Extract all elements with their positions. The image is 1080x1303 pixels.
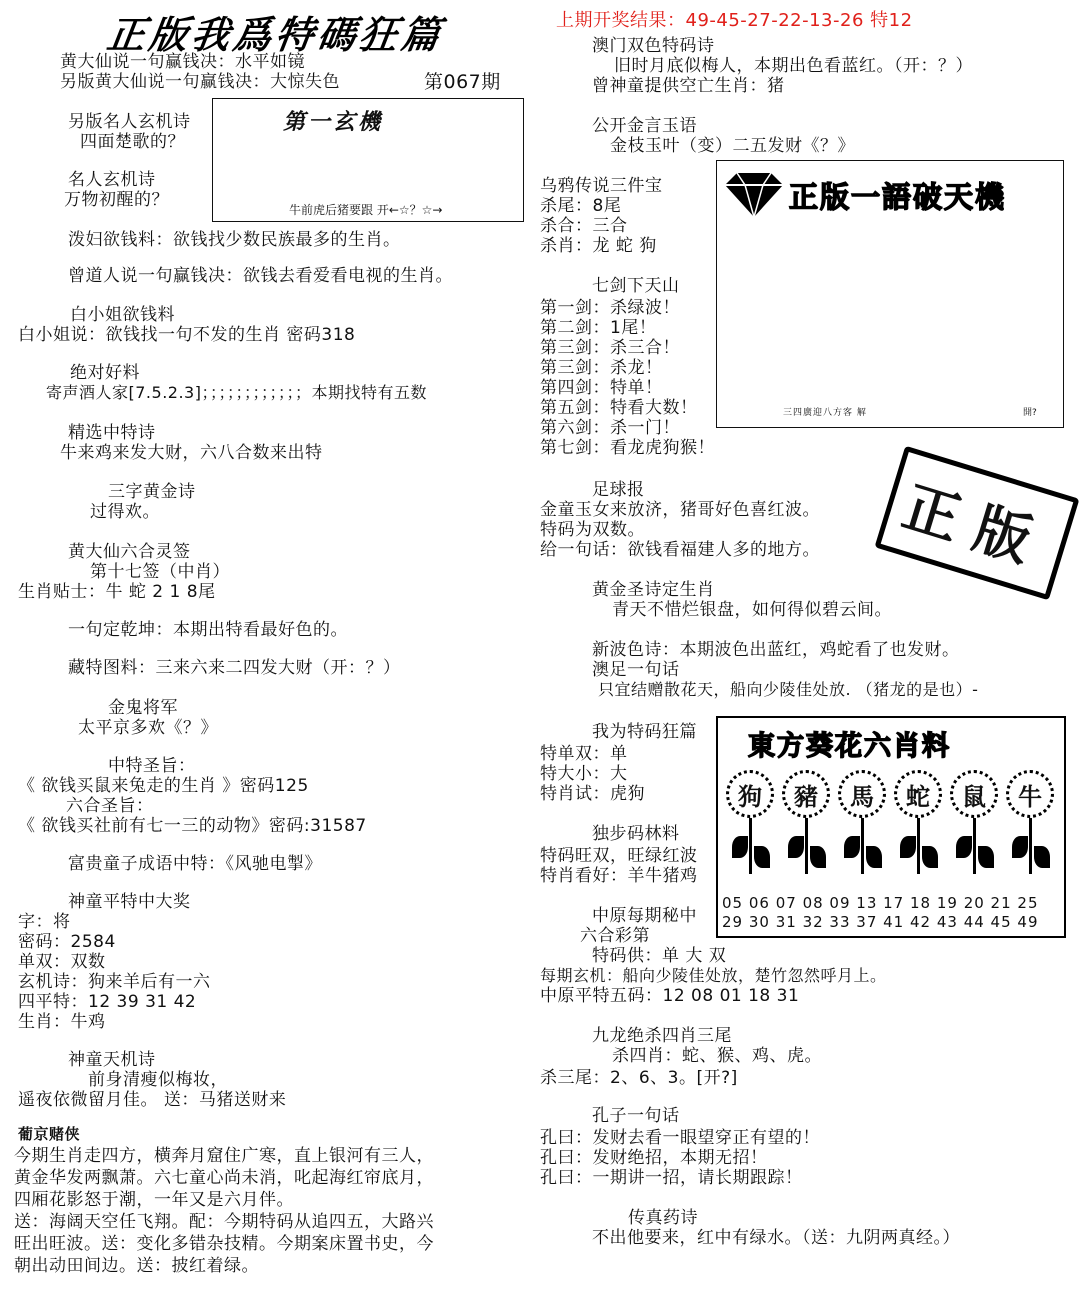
- left-line: 葡京赌侠: [18, 1125, 81, 1143]
- left-line: 《 欲钱买鼠来兔走的生肖 》密码125: [18, 776, 309, 796]
- right-line: 不出他要来，红中有绿水。（送：九阴两真经。）: [592, 1228, 960, 1248]
- page-title: 正版我爲特碼狂篇: [104, 13, 447, 57]
- left-line: 藏特图料：三来六来二四发大财（开：？）: [68, 658, 401, 678]
- diamond-icon: [723, 171, 785, 219]
- zodiac-flower: 鼠: [950, 770, 998, 818]
- flower-stem: [917, 818, 920, 874]
- leaf-icon: [810, 846, 826, 868]
- right-line: 特肖试：虎狗: [540, 784, 645, 804]
- right-line: 中原平特五码：12 08 01 18 31: [540, 986, 800, 1006]
- right-line: 足球报: [592, 480, 645, 500]
- right-line: 第七剑：看龙虎狗猴！: [540, 438, 715, 458]
- last-result-line: 上期开奖结果：49-45-27-22-13-26 特12: [556, 10, 913, 31]
- left-line: 第十七签（中肖）: [90, 562, 230, 582]
- left-line: 白小姐说：欲钱找一句不发的生肖 密码318: [18, 325, 356, 345]
- first-mystery-text: 牛前虎后猪要跟 开←☆？☆→: [289, 203, 443, 217]
- left-line: 生肖贴士：牛 蛇 2 1 8尾: [18, 582, 216, 602]
- right-line: 金枝玉叶（变）二五发财《？》: [610, 136, 855, 156]
- first-mystery-box: [212, 98, 524, 222]
- right-line: 七剑下天山: [592, 276, 680, 296]
- right-line: 我为特码狂篇: [592, 722, 697, 742]
- right-line: 公开金言玉语: [592, 116, 697, 136]
- leaf-icon: [732, 836, 748, 858]
- right-line: 孔子一句话: [592, 1106, 680, 1126]
- right-line: 杀四肖：蛇、猴、鸡、虎。: [612, 1046, 822, 1066]
- right-line: 第三剑：杀三合！: [540, 338, 680, 358]
- left-line: 生肖：牛鸡: [18, 1012, 106, 1032]
- leaf-icon: [956, 836, 972, 858]
- right-line: 第二剑：1尾！: [540, 318, 657, 338]
- right-line: 新波色诗：本期波色出蓝红，鸡蛇看了也发财。: [592, 640, 960, 660]
- left-line: 四平特：12 39 31 42: [18, 992, 197, 1012]
- right-line: 九龙绝杀四肖三尾: [592, 1026, 732, 1046]
- right-line: 六合彩第: [580, 926, 650, 946]
- right-line: 每期玄机：船向少陵佳处放，楚竹忽然呼月上。: [540, 966, 887, 985]
- left-line: 神童天机诗: [68, 1050, 156, 1070]
- zodiac-flower: 蛇: [894, 770, 942, 818]
- left-line: 四厢花影怒于潮，一年又是六月伴。: [14, 1190, 294, 1210]
- right-line: 曾神童提供空亡生肖：猪: [592, 76, 785, 96]
- yiyu-footer-right: 開?: [1023, 408, 1037, 418]
- zodiac-flower: 狗: [726, 770, 774, 818]
- left-line: 《 欲钱买社前有七一三的动物》密码:31587: [18, 816, 367, 836]
- left-line: 黄金华发两飘萧。六七童心尚未消，叱起海红帘底月，: [14, 1168, 434, 1188]
- right-line: 乌鸦传说三件宝: [540, 176, 663, 196]
- zodiac-flower: 馬: [838, 770, 886, 818]
- leaf-icon: [922, 846, 938, 868]
- left-line: 富贵童子成语中特：《风驰电掣》: [68, 854, 322, 874]
- left-line: 泼妇欲钱料：欲钱找少数民族最多的生肖。: [68, 230, 401, 250]
- left-line: 曾道人说一句赢钱决：欲钱去看爱看电视的生肖。: [68, 266, 453, 286]
- left-line: 神童平特中大奖: [68, 892, 191, 912]
- leaf-icon: [978, 846, 994, 868]
- right-line: 杀肖：龙 蛇 狗: [540, 236, 657, 256]
- leaf-icon: [788, 836, 804, 858]
- left-line: 送：海阔天空任飞翔。配：今期特码从追四五，大路兴: [14, 1212, 434, 1232]
- left-line: 另版名人玄机诗: [68, 112, 191, 132]
- left-line: 旺出旺波。送：变化多错杂技精。今期案床置书史，今: [14, 1234, 434, 1254]
- flower-stem: [1029, 818, 1032, 874]
- right-line: 传真药诗: [628, 1208, 698, 1228]
- right-line: 特单双：单: [540, 744, 628, 764]
- yiyu-title: 正版一語破天機: [789, 180, 1007, 214]
- left-line: 白小姐欲钱料: [70, 305, 175, 325]
- zhengban-stamp: 正版: [874, 446, 1079, 601]
- left-line: 单双：双数: [18, 952, 106, 972]
- right-line: 杀三尾：2、6、3。[开?]: [540, 1068, 738, 1088]
- left-line: 中特圣旨：: [108, 756, 196, 776]
- right-line: 旧时月底似梅人，本期出色看蓝红。（开：？）: [614, 56, 973, 76]
- right-line: 特码为双数。: [540, 520, 645, 540]
- right-line: 第四剑：特单！: [540, 378, 663, 398]
- right-line: 澳足一句话: [592, 660, 680, 680]
- dongfang-title: 東方葵花六肖料: [748, 731, 951, 762]
- left-line: 黄大仙说一句赢钱决：水平如镜: [60, 52, 305, 72]
- left-line: 绝对好料: [70, 363, 140, 383]
- flower-stem: [749, 818, 752, 874]
- right-line: 孔曰：一期讲一招，请长期跟踪！: [540, 1168, 803, 1188]
- left-line: 遥夜依微留月佳。 送：马猪送财来: [18, 1090, 287, 1110]
- left-line: 黄大仙六合灵签: [68, 542, 191, 562]
- left-line: 精选中特诗: [68, 423, 156, 443]
- right-line: 特大小：大: [540, 764, 628, 784]
- issue-number: 第067期: [424, 71, 501, 93]
- number-row: 29 30 31 32 33 37 41 42 43 44 45 49: [722, 913, 1039, 931]
- left-line: 名人玄机诗: [68, 170, 156, 190]
- left-line: 寄声酒人家[7.5.2.3]；；；；；；；；；；；；本期找特有五数: [46, 383, 427, 402]
- left-line: 玄机诗：狗来羊后有一六: [18, 972, 211, 992]
- yiyu-footer-left: 三四廣迎八方客 解: [783, 408, 867, 418]
- leaf-icon: [1012, 836, 1028, 858]
- right-line: 特肖看好：羊牛猪鸡: [540, 866, 698, 886]
- flower-stem: [973, 818, 976, 874]
- left-line: 三字黄金诗: [108, 482, 196, 502]
- right-line: 杀尾：8尾: [540, 196, 622, 216]
- left-line: 过得欢。: [90, 502, 160, 522]
- right-line: 中原每期秘中: [592, 906, 697, 926]
- right-line: 特码旺双，旺绿红波: [540, 846, 698, 866]
- right-line: 孔曰：发财去看一眼望穿正有望的！: [540, 1128, 820, 1148]
- right-line: 孔曰：发财绝招，本期无招！: [540, 1148, 768, 1168]
- right-line: 第三剑：杀龙！: [540, 358, 663, 378]
- left-line: 六合圣旨：: [66, 796, 154, 816]
- left-line: 字：将: [18, 912, 71, 932]
- right-line: 第一剑：杀绿波！: [540, 298, 680, 318]
- leaf-icon: [754, 846, 770, 868]
- right-line: 金童玉女来放济，猪哥好色喜红波。: [540, 500, 820, 520]
- left-line: 另版黄大仙说一句赢钱决：大惊失色: [60, 72, 340, 92]
- leaf-icon: [844, 836, 860, 858]
- left-line: 万物初醒的？: [64, 190, 169, 210]
- left-line: 密码：2584: [18, 932, 116, 952]
- right-line: 杀合：三合: [540, 216, 628, 236]
- left-line: 一句定乾坤：本期出特看最好色的。: [68, 620, 348, 640]
- left-line: 牛来鸡来发大财，六八合数来出特: [60, 443, 323, 463]
- right-line: 独步码林料: [592, 824, 680, 844]
- left-line: 太平京多欢《？》: [78, 718, 218, 738]
- right-line: 澳门双色特码诗: [592, 36, 715, 56]
- zodiac-flower: 牛: [1006, 770, 1054, 818]
- yiyu-poti-box: [716, 160, 1064, 428]
- right-line: 特码供：单 大 双: [592, 946, 727, 966]
- flower-stem: [861, 818, 864, 874]
- right-line: 第六剑：杀一门！: [540, 418, 680, 438]
- zodiac-flower: 豬: [782, 770, 830, 818]
- left-line: 前身清瘦似梅妆，: [88, 1070, 228, 1090]
- number-row: 05 06 07 08 09 13 17 18 19 20 21 25: [722, 894, 1039, 912]
- right-line: 给一句话：欲钱看福建人多的地方。: [540, 540, 820, 560]
- right-line: 只宜结赠散花天，船向少陵佳处放. （猪龙的是也）-: [598, 680, 979, 699]
- right-line: 黄金圣诗定生肖: [592, 580, 715, 600]
- left-line: 今期生肖走四方，横奔月窟住广寒，直上银河有三人，: [14, 1146, 434, 1166]
- first-mystery-title: 第一玄機: [283, 110, 384, 135]
- right-line: 青天不惜烂银盘，如何得似碧云间。: [612, 600, 892, 620]
- dongfang-sunflower-box: [716, 716, 1066, 938]
- leaf-icon: [900, 836, 916, 858]
- flower-stem: [805, 818, 808, 874]
- left-line: 朝出动田间边。送：披红着绿。: [14, 1256, 259, 1276]
- left-line: 金鬼将军: [108, 698, 178, 718]
- leaf-icon: [1034, 846, 1050, 868]
- left-line: 四面楚歌的？: [80, 132, 185, 152]
- right-line: 第五剑：特看大数！: [540, 398, 698, 418]
- leaf-icon: [866, 846, 882, 868]
